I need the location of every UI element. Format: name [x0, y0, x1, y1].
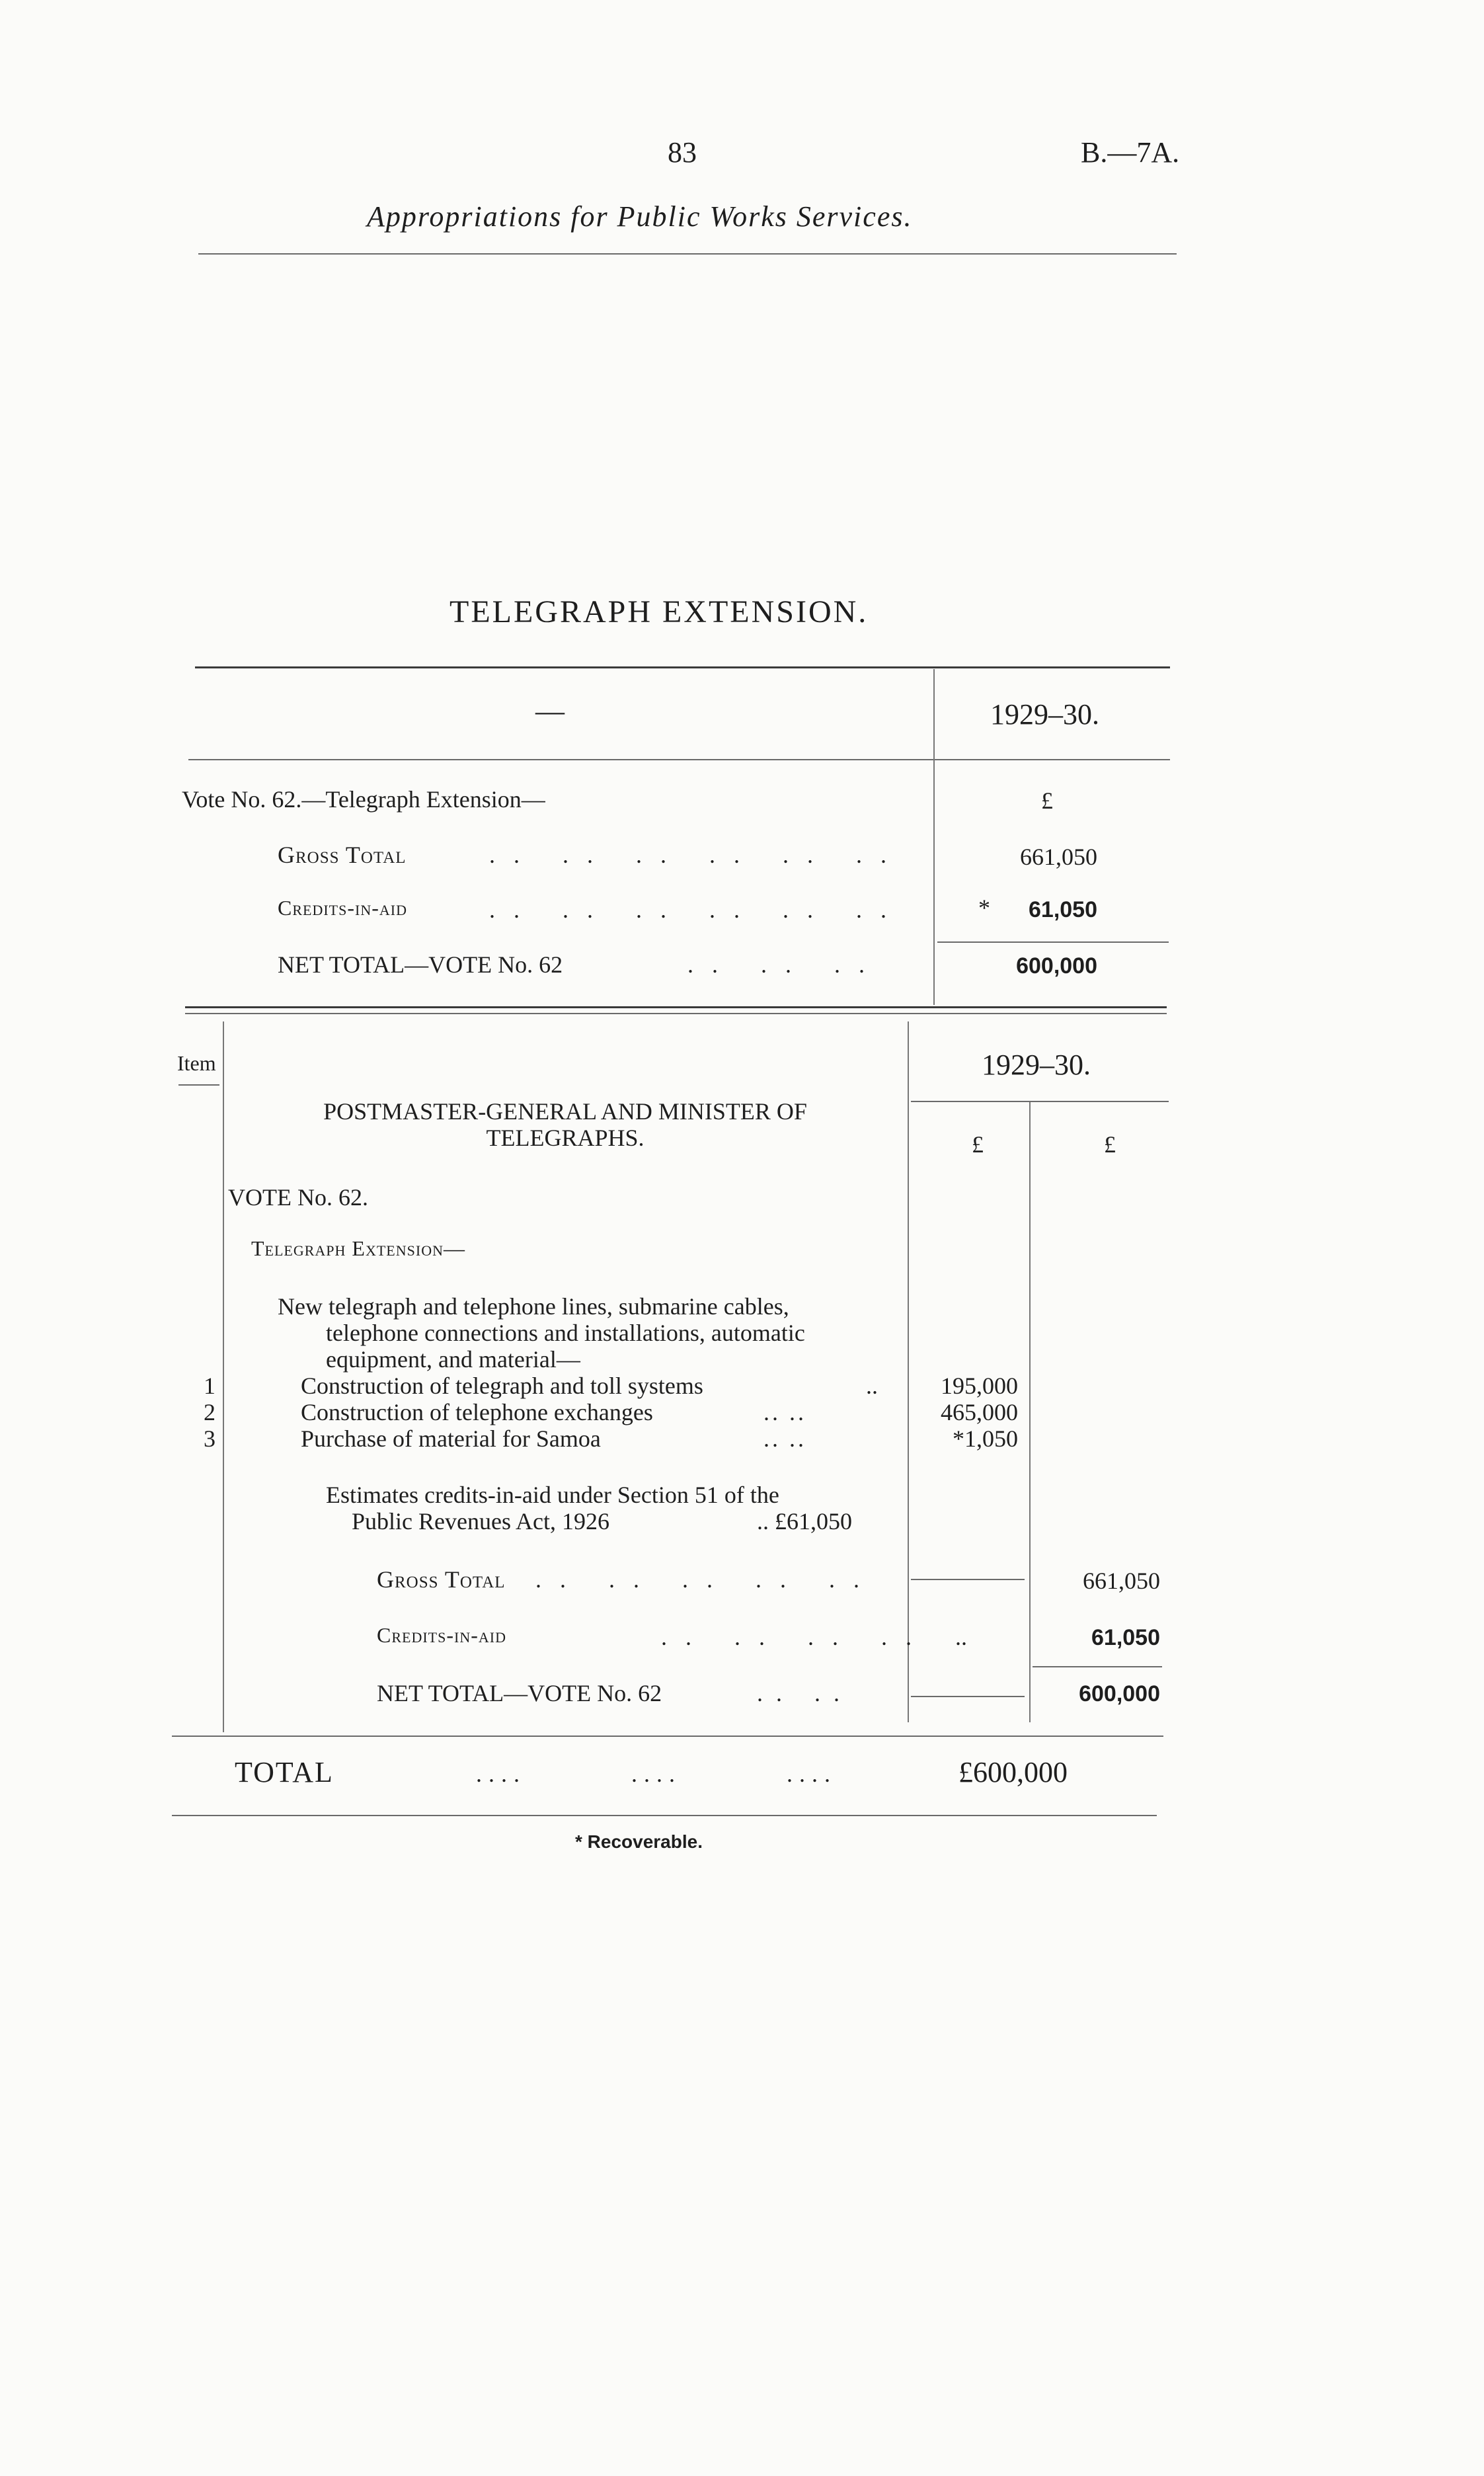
- item-number: 2: [204, 1399, 215, 1425]
- item-value: 465,000: [941, 1399, 1018, 1425]
- document-reference: B.—7A.: [1081, 136, 1180, 169]
- net-total-column-rule: [1033, 1666, 1162, 1667]
- detail-credits-dots: .. .. .. ..: [661, 1624, 930, 1650]
- credits-note-line2: Public Revenues Act, 1926: [352, 1508, 609, 1535]
- grand-total-rule: [172, 1815, 1157, 1816]
- detail-gross-total-dots: .. .. .. .. ..: [535, 1566, 878, 1593]
- summary-vote-line: Vote No. 62.—Telegraph Extension—: [182, 786, 545, 813]
- detail-credits-value: 61,050: [1091, 1625, 1160, 1650]
- summary-net-total-label: NET TOTAL—VOTE No. 62: [278, 951, 563, 978]
- detail-net-total-dots: .. ..: [757, 1680, 853, 1706]
- item-number: 3: [204, 1425, 215, 1452]
- description-line-2: telephone connections and installations, automatic: [326, 1320, 805, 1346]
- detail-bottom-rule: [172, 1736, 1163, 1737]
- detail-gross-total-value: 661,050: [1083, 1568, 1160, 1594]
- summary-gross-total-value: 661,050: [1020, 844, 1097, 870]
- detail-year-rule: [911, 1101, 1169, 1102]
- item-value: 195,000: [941, 1373, 1018, 1399]
- summary-net-total-value: 600,000: [1016, 953, 1097, 978]
- footnote: * Recoverable.: [575, 1831, 703, 1852]
- credits-note-line1: Estimates credits-in-aid under Section 51 of the: [326, 1482, 779, 1508]
- detail-currency-2: £: [1104, 1131, 1116, 1158]
- description-line-3: equipment, and material—: [326, 1346, 580, 1373]
- detail-credits-label: Credits-in-aid: [377, 1623, 506, 1647]
- grand-total-dots: .... .... ....: [476, 1761, 837, 1787]
- detail-text-divider: [908, 1021, 909, 1722]
- summary-credits-dots: .. .. .. .. .. ..: [489, 897, 905, 923]
- grand-total-label: TOTAL: [235, 1756, 334, 1788]
- subhead-telegraph-extension: Telegraph Extension—: [251, 1236, 465, 1260]
- item-label: Purchase of material for Samoa: [301, 1425, 601, 1452]
- detail-currency-1: £: [972, 1131, 984, 1158]
- detail-gross-total-label: Gross Total: [377, 1566, 506, 1593]
- summary-gross-total-label: Gross Total: [278, 842, 407, 868]
- description-line-1: New telegraph and telephone lines, submarine cables,: [278, 1293, 789, 1320]
- item-dots: .. ..: [763, 1399, 806, 1425]
- header-rule: [198, 253, 1177, 255]
- item-value: *1,050: [953, 1425, 1018, 1452]
- grand-total-value: £600,000: [958, 1756, 1068, 1788]
- item-number: 1: [204, 1373, 215, 1399]
- detail-credits-col-dots: ..: [955, 1624, 967, 1650]
- item-header: Item: [177, 1051, 216, 1075]
- item-label: Construction of telegraph and toll systems: [301, 1373, 703, 1399]
- summary-column-divider: [933, 669, 935, 1005]
- item-label: Construction of telephone exchanges: [301, 1399, 653, 1425]
- detail-amount-divider: [1029, 1101, 1031, 1722]
- summary-head-rule: [188, 759, 1170, 760]
- summary-top-rule: [195, 666, 1170, 668]
- summary-net-rule: [937, 941, 1169, 943]
- net-total-left-rule: [911, 1696, 1025, 1697]
- detail-item-divider: [223, 1021, 224, 1732]
- summary-credits-label: Credits-in-aid: [278, 896, 407, 920]
- page-number: 83: [668, 136, 697, 169]
- item-header-rule: [178, 1084, 219, 1086]
- section-title: TELEGRAPH EXTENSION.: [449, 594, 869, 629]
- item-dots: ..: [866, 1373, 878, 1399]
- detail-net-total-value: 600,000: [1079, 1681, 1160, 1706]
- summary-gross-total-dots: .. .. .. .. .. ..: [489, 842, 905, 868]
- summary-bottom-rule-2: [185, 1013, 1167, 1014]
- summary-net-total-dots: .. .. ..: [687, 951, 883, 978]
- vote-heading: VOTE No. 62.: [228, 1184, 368, 1211]
- credits-note-amount: .. £61,050: [757, 1508, 852, 1535]
- minister-heading-line2: TELEGRAPHS.: [486, 1125, 644, 1151]
- detail-net-total-label: NET TOTAL—VOTE No. 62: [377, 1680, 662, 1706]
- summary-bottom-rule-1: [185, 1006, 1167, 1008]
- summary-currency: £: [1041, 787, 1053, 814]
- detail-year: 1929–30.: [982, 1049, 1091, 1081]
- page-subtitle: Appropriations for Public Works Services.: [367, 200, 913, 233]
- summary-head-left: —: [535, 695, 565, 727]
- summary-credits-marker: *: [978, 895, 990, 921]
- item-dots: .. ..: [763, 1425, 806, 1452]
- gross-total-column-rule: [911, 1579, 1025, 1580]
- summary-year: 1929–30.: [990, 698, 1099, 731]
- summary-credits-value: 61,050: [1029, 897, 1097, 922]
- minister-heading-line1: POSTMASTER-GENERAL AND MINISTER OF: [323, 1098, 807, 1125]
